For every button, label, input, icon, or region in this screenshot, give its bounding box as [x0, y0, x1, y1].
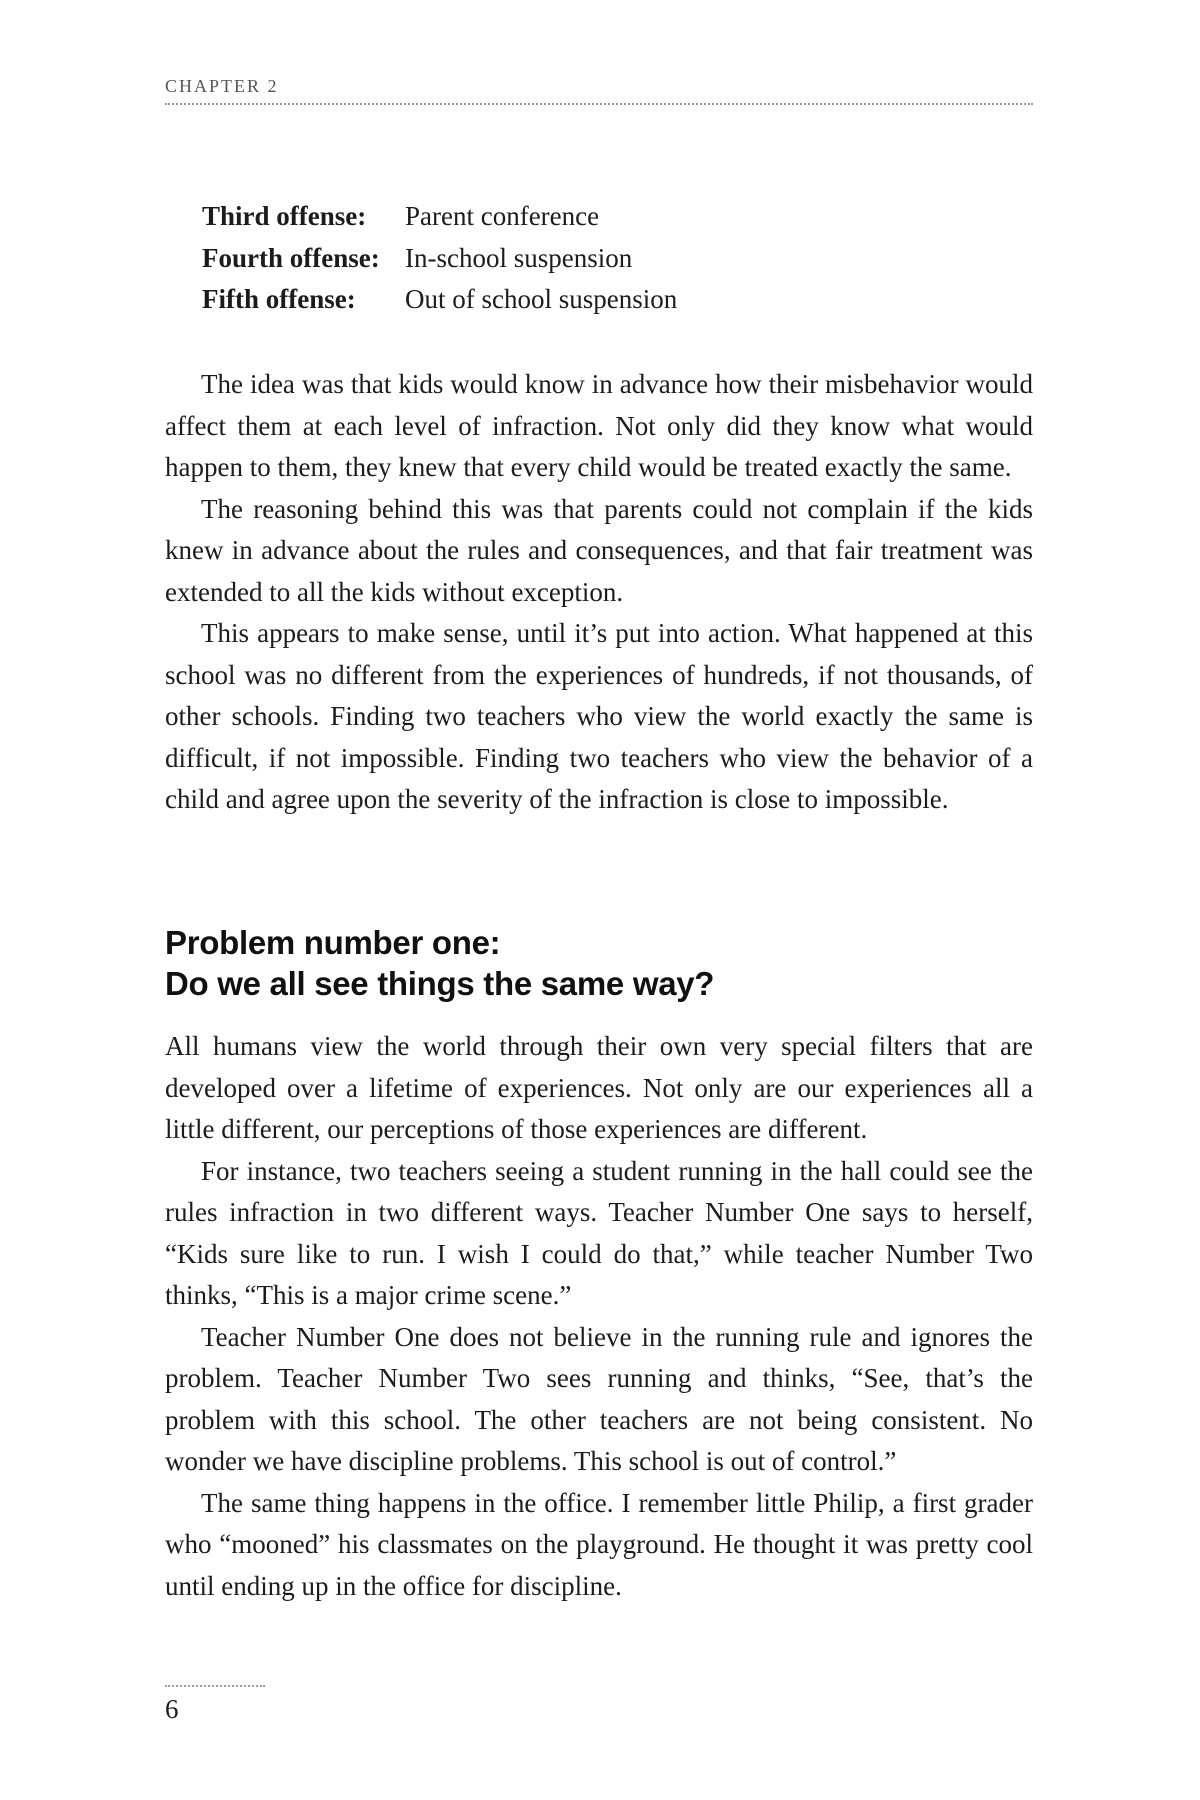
offense-consequence: In-school suspension — [405, 242, 633, 273]
offense-label: Fourth offense: — [202, 242, 380, 273]
paragraph: The same thing happens in the office. I remember little Philip, a first grader who “mooned” his classmates on the playground. He thought it was pretty cool until ending up in the office for discipline. — [165, 1487, 1033, 1601]
body-text-block — [165, 1026, 1033, 1607]
offense-consequence: Parent conference — [405, 201, 600, 231]
offense-row — [202, 238, 677, 280]
offense-consequence: Out of school suspension — [405, 284, 678, 314]
section-heading — [165, 922, 1033, 1004]
section-heading-line: Do we all see things the same way? — [165, 965, 715, 1002]
page-number: 6 — [165, 1694, 179, 1724]
paragraph: All humans view the world through their own very special filters that are developed over a lifetime of experiences. Not only are our experiences all a little different, our perceptions of those experiences are different. — [165, 1031, 1033, 1144]
paragraph: The idea was that kids would know in advance how their misbehavior would affect them at each level of infraction. Not only did they know what would happen to them, they knew that every child would be treated exactly the same. — [165, 369, 1033, 482]
footer-divider — [165, 1685, 265, 1687]
body-text-block — [165, 364, 1033, 821]
paragraph: For instance, two teachers seeing a student running in the hall could see the rules infraction in two different ways. Teacher Number One says to herself, “Kids sure like to run. I wish I could do that,” while teacher Number Two thinks, “This is a major crime scene.” — [165, 1155, 1033, 1310]
paragraph: The reasoning behind this was that parents could not complain if the kids knew in advance about the rules and consequences, and that fair treatment was extended to all the kids without exception. — [165, 493, 1033, 607]
running-head: CHAPTER 2 — [165, 76, 1033, 105]
offense-row — [202, 196, 677, 238]
offense-list — [202, 196, 677, 321]
paragraph: This appears to make sense, until it’s put into action. What happened at this school was no different from the experiences of hundreds, if not thousands, of other schools. Finding two teachers who view the world exactly the same is difficult, if not impossible. Finding two teachers who view the behavior of a child and agree upon the severity of the infraction is close to impossible. — [165, 618, 1033, 814]
offense-label: Third offense: — [202, 201, 367, 231]
offense-label: Fifth offense: — [202, 284, 356, 314]
offense-row — [202, 279, 677, 321]
paragraph: Teacher Number One does not believe in the running rule and ignores the problem. Teacher Number Two sees running and thinks, “See, that’s the problem with this school. The other teachers are not being consistent. No wonder we have discipline problems. This school is out of control.” — [165, 1321, 1033, 1476]
section-heading-line: Problem number one: — [165, 924, 501, 961]
